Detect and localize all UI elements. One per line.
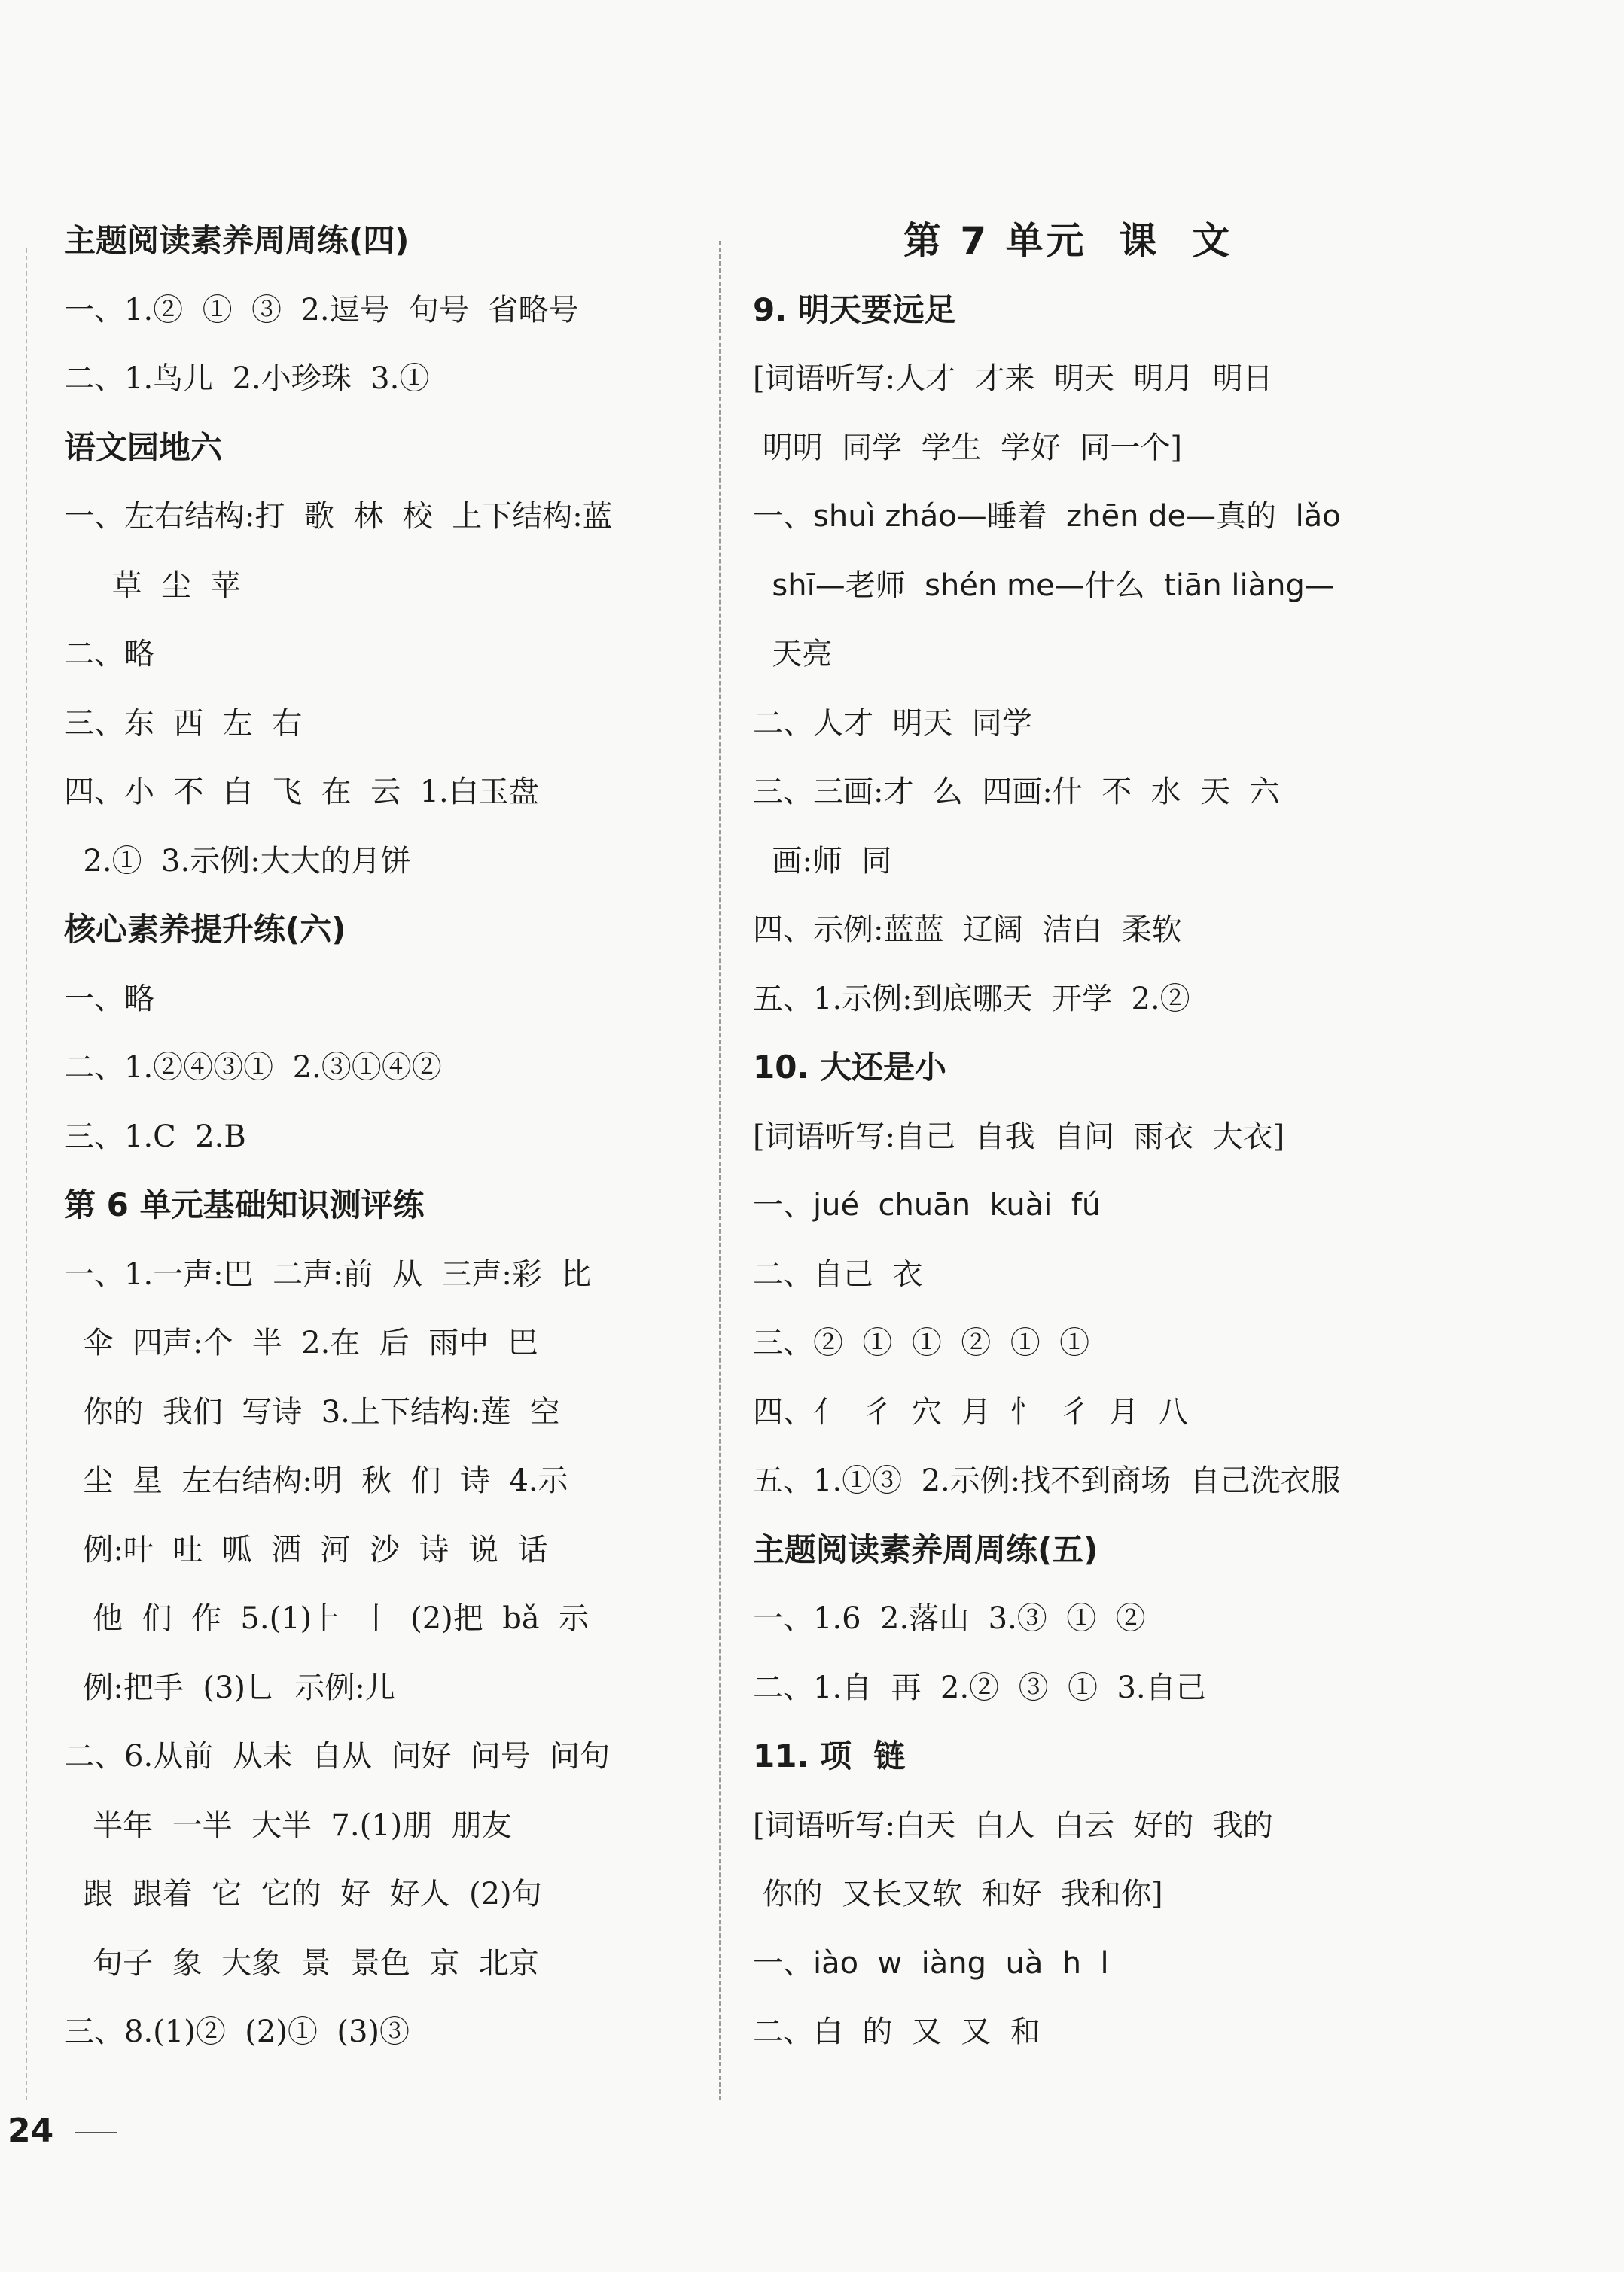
answer-line: 五、1.示例:到底哪天 开学 2.② xyxy=(753,981,1190,1016)
left-edge-rule xyxy=(26,248,27,2100)
answer-line: shī—老师 shén me—什么 tiān liàng— xyxy=(753,568,1335,603)
section-heading: 主题阅读素养周周练(五) xyxy=(753,1530,1098,1568)
answer-line: 例:把手 (3)乚 示例:儿 xyxy=(64,1670,395,1705)
answer-line: 四、示例:蓝蓝 辽阔 洁白 柔软 xyxy=(753,912,1182,947)
answer-line: [词语听写:人才 才来 明天 明月 明日 xyxy=(753,361,1273,396)
section-heading: 11. 项 链 xyxy=(753,1738,906,1774)
answer-line: 例:叶 吐 呱 洒 河 沙 诗 说 话 xyxy=(64,1532,548,1567)
answer-line: 二、1.②④③① 2.③①④② xyxy=(64,1050,442,1085)
answer-line: 句子 象 大象 景 景色 京 北京 xyxy=(64,1945,539,1981)
column-divider xyxy=(719,241,721,2100)
answer-line: 明明 同学 学生 学好 同一个] xyxy=(753,430,1183,465)
answer-line: 二、略 xyxy=(64,637,154,672)
answer-line: 三、三画:才 么 四画:什 不 水 天 六 xyxy=(753,775,1280,809)
answer-line: 三、8.(1)② (2)① (3)③ xyxy=(64,2015,410,2049)
answer-line: 一、iào w iàng uà h l xyxy=(753,1945,1109,1981)
section-heading: 第 7 单元 课 文 xyxy=(903,219,1233,263)
answer-line: 二、6.从前 从未 自从 问好 问号 问句 xyxy=(64,1739,611,1774)
answer-line: 2.① 3.示例:大大的月饼 xyxy=(64,843,411,879)
answer-line: 四、亻 彳 穴 月 忄 彳 月 八 xyxy=(753,1394,1189,1430)
answer-line: 你的 又长又软 和好 我和你] xyxy=(753,1877,1163,1911)
answer-line: 二、1.自 再 2.② ③ ① 3.自己 xyxy=(753,1670,1206,1705)
answer-line: 一、1.6 2.落山 3.③ ① ② xyxy=(753,1601,1146,1636)
section-heading: 语文园地六 xyxy=(64,428,223,466)
answer-line: 三、1.C 2.B xyxy=(64,1119,246,1154)
answer-line: [词语听写:白天 白人 白云 好的 我的 xyxy=(753,1808,1273,1843)
answer-line: 三、东 西 左 右 xyxy=(64,705,303,741)
answer-line: 五、1.①③ 2.示例:找不到商场 自己洗衣服 xyxy=(753,1463,1341,1498)
answer-line: 二、人才 明天 同学 xyxy=(753,705,1032,741)
section-heading: 10. 大还是小 xyxy=(753,1049,947,1086)
answer-line: 一、1.一声:巴 二声:前 从 三声:彩 比 xyxy=(64,1256,592,1292)
page-number: 24 xyxy=(8,2112,54,2150)
answer-line: 伞 四声:个 半 2.在 后 雨中 巴 xyxy=(64,1326,538,1360)
section-heading: 第 6 单元基础知识测评练 xyxy=(64,1186,425,1223)
answer-line: 二、自己 衣 xyxy=(753,1256,923,1292)
section-heading: 主题阅读素养周周练(四) xyxy=(64,222,410,259)
answer-line: 一、jué chuān kuài fú xyxy=(753,1188,1101,1223)
answer-line: 半年 一半 大半 7.(1)朋 朋友 xyxy=(64,1808,512,1843)
answer-line: 跟 跟着 它 它的 好 好人 (2)句 xyxy=(64,1877,542,1911)
section-heading: 核心素养提升练(六) xyxy=(64,911,346,948)
answer-line: 尘 星 左右结构:明 秋 们 诗 4.示 xyxy=(64,1463,568,1498)
answer-line: 天亮 xyxy=(753,637,833,672)
answer-line: 一、1.② ① ③ 2.逗号 句号 省略号 xyxy=(64,292,579,327)
answer-line: 四、小 不 白 飞 在 云 1.白玉盘 xyxy=(64,775,539,809)
section-heading: 9. 明天要远足 xyxy=(753,291,956,328)
answer-line: 他 们 作 5.(1)⺊ 丨 (2)把 bǎ 示 xyxy=(64,1601,590,1636)
answer-line: 一、shuì zháo—睡着 zhēn de—真的 lǎo xyxy=(753,499,1341,534)
answer-line: 草 尘 苹 xyxy=(64,568,241,603)
answer-line: 三、② ① ① ② ① ① xyxy=(753,1326,1090,1360)
answer-line: 二、白 的 又 又 和 xyxy=(753,2015,1041,2049)
answer-line: 一、左右结构:打 歌 林 校 上下结构:蓝 xyxy=(64,499,613,534)
answer-line: 二、1.鸟儿 2.小珍珠 3.① xyxy=(64,361,430,396)
answer-line: 画:师 同 xyxy=(753,843,892,879)
page-number-dash xyxy=(75,2132,117,2133)
answer-line: 一、略 xyxy=(64,981,154,1016)
answer-line: 你的 我们 写诗 3.上下结构:莲 空 xyxy=(64,1394,560,1430)
answer-line: [词语听写:自己 自我 自问 雨衣 大衣] xyxy=(753,1119,1285,1154)
